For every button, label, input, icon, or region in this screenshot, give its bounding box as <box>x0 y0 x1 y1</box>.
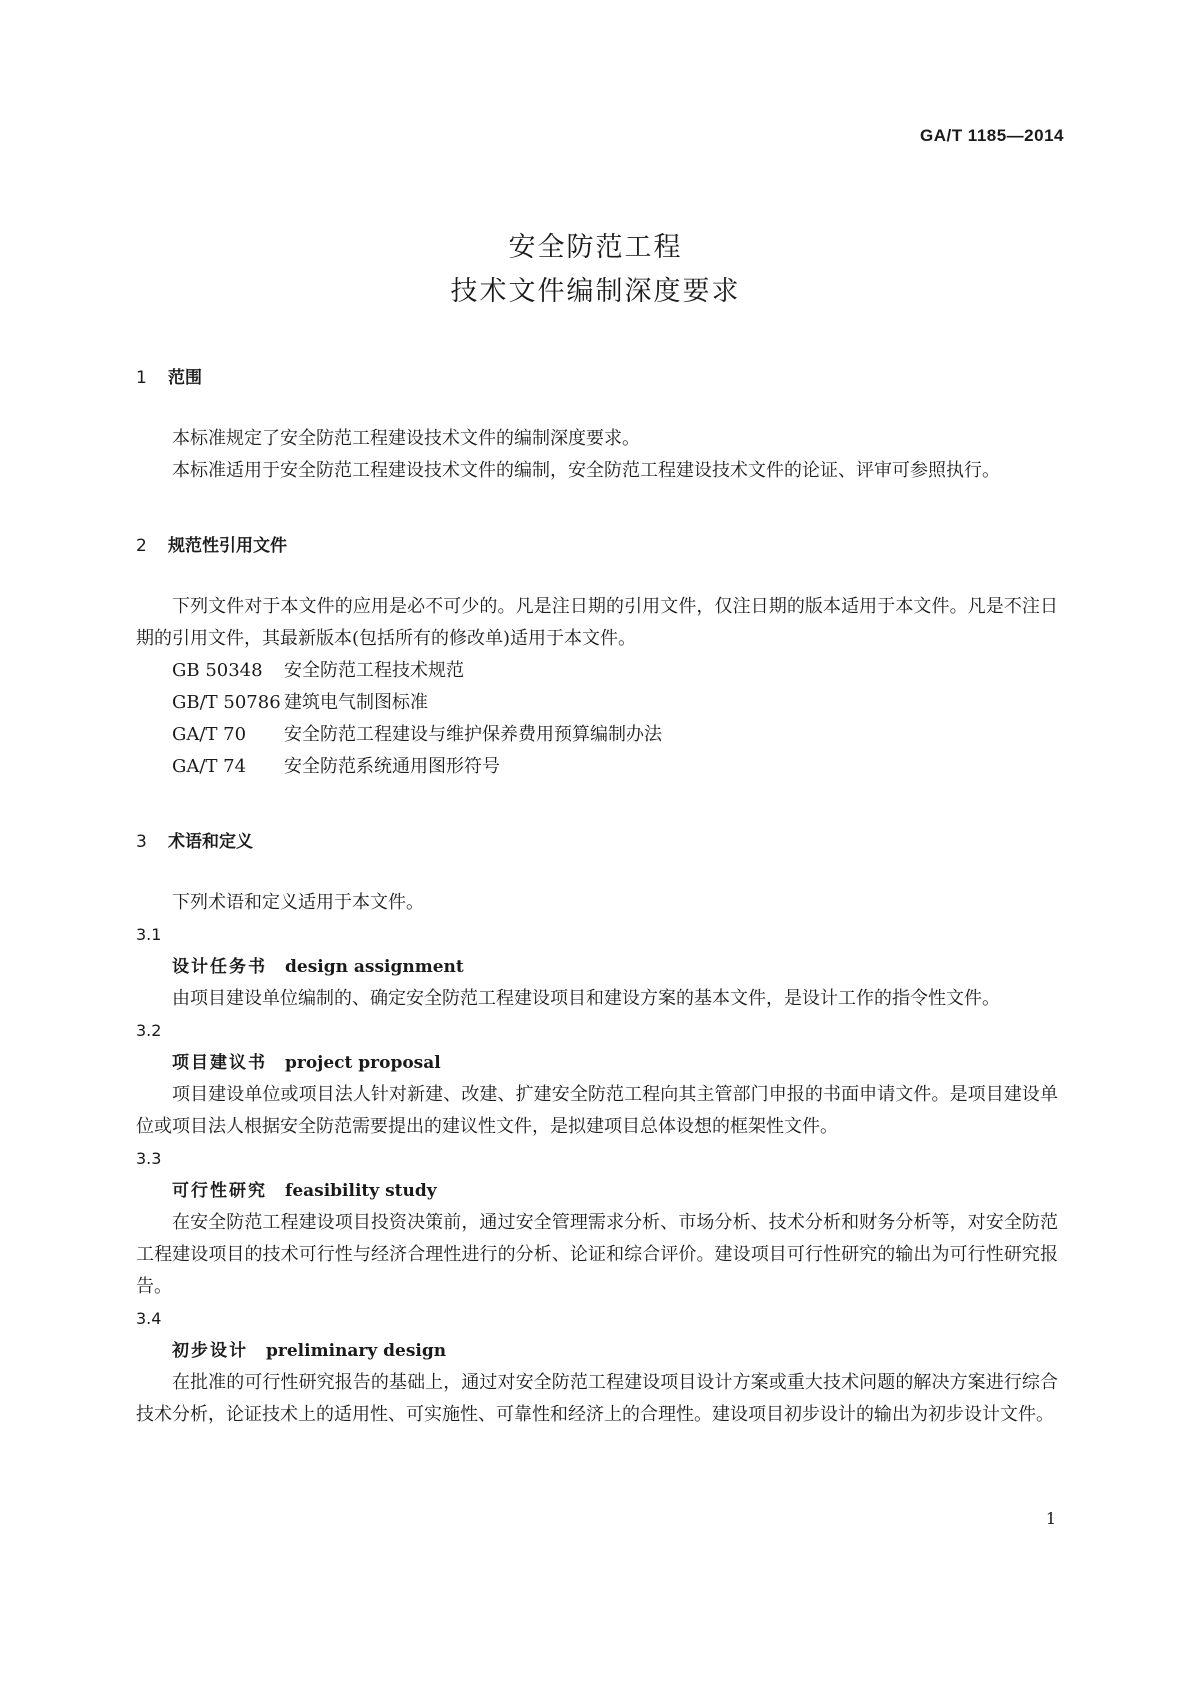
reference-item <box>136 751 1058 783</box>
clause-number: 3.1 <box>136 925 162 944</box>
clause-number: 3.3 <box>136 1149 162 1168</box>
section-title: 术语和定义 <box>168 832 253 852</box>
section-2-heading <box>136 531 1058 561</box>
term-entry <box>136 951 1058 983</box>
term-english: project proposal <box>285 1053 441 1073</box>
term-chinese: 项目建议书 <box>172 1053 267 1073</box>
reference-item <box>136 655 1058 687</box>
term-entry <box>136 1175 1058 1207</box>
section-3-heading <box>136 827 1058 857</box>
document-title <box>0 226 1191 314</box>
reference-name: 建筑电气制图标准 <box>284 692 428 713</box>
term-english: preliminary design <box>266 1341 447 1361</box>
term-chinese: 初步设计 <box>172 1341 248 1361</box>
clause-number: 3.2 <box>136 1021 162 1040</box>
section-title: 规范性引用文件 <box>168 536 287 556</box>
title-line-2: 技术文件编制深度要求 <box>450 276 741 307</box>
paragraph: 本标准适用于安全防范工程建设技术文件的编制，安全防范工程建设技术文件的论证、评审可参照执行。 <box>172 460 1000 481</box>
page-number: 1 <box>1045 1509 1056 1528</box>
paragraph: 下列术语和定义适用于本文件。 <box>172 892 424 913</box>
term-chinese: 可行性研究 <box>172 1181 267 1201</box>
reference-code: GB 50348 <box>172 660 263 681</box>
section-1-heading <box>136 363 1058 393</box>
term-definition: 项目建设单位或项目法人针对新建、改建、扩建安全防范工程向其主管部门申报的书面申请文件。是项目建设单位或项目法人根据安全防范需要提出的建议性文件，是拟建项目总体设想的框架性文件。 <box>136 1084 1058 1137</box>
title-line-1: 安全防范工程 <box>508 232 683 263</box>
term-definition: 由项目建设单位编制的、确定安全防范工程建设项目和建设方案的基本文件，是设计工作的指令性文件。 <box>172 988 1000 1009</box>
section-number: 2 <box>136 536 147 556</box>
term-chinese: 设计任务书 <box>172 957 267 977</box>
reference-name: 安全防范系统通用图形符号 <box>284 756 500 777</box>
reference-code: GB/T 50786 <box>172 692 281 713</box>
term-english: feasibility study <box>285 1181 437 1201</box>
reference-code: GA/T 70 <box>172 724 247 745</box>
clause-number: 3.4 <box>136 1309 162 1328</box>
paragraph: 下列文件对于本文件的应用是必不可少的。凡是注日期的引用文件，仅注日期的版本适用于本文件。凡是不注日期的引用文件，其最新版本(包括所有的修改单)适用于本文件。 <box>136 596 1058 649</box>
term-definition: 在安全防范工程建设项目投资决策前，通过安全管理需求分析、市场分析、技术分析和财务分析等，对安全防范工程建设项目的技术可行性与经济合理性进行的分析、论证和综合评价。建设项目可行性研究的输出为可行性研究报告。 <box>136 1212 1058 1297</box>
reference-item <box>136 687 1058 719</box>
reference-name: 安全防范工程建设与维护保养费用预算编制办法 <box>284 724 662 745</box>
paragraph: 本标准规定了安全防范工程建设技术文件的编制深度要求。 <box>172 428 640 449</box>
standard-code: GA/T 1185—2014 <box>919 126 1064 145</box>
section-number: 1 <box>136 368 147 388</box>
reference-code: GA/T 74 <box>172 756 247 777</box>
term-entry <box>136 1335 1058 1367</box>
reference-name: 安全防范工程技术规范 <box>284 660 464 681</box>
section-title: 范围 <box>168 368 202 388</box>
term-entry <box>136 1047 1058 1079</box>
document-body <box>136 363 1058 1431</box>
reference-item <box>136 719 1058 751</box>
section-number: 3 <box>136 832 147 852</box>
term-english: design assignment <box>285 957 464 977</box>
term-definition: 在批准的可行性研究报告的基础上，通过对安全防范工程建设项目设计方案或重大技术问题的解决方案进行综合技术分析，论证技术上的适用性、可实施性、可靠性和经济上的合理性。建设项目初步设计的输出为初步设计文件。 <box>136 1372 1058 1425</box>
